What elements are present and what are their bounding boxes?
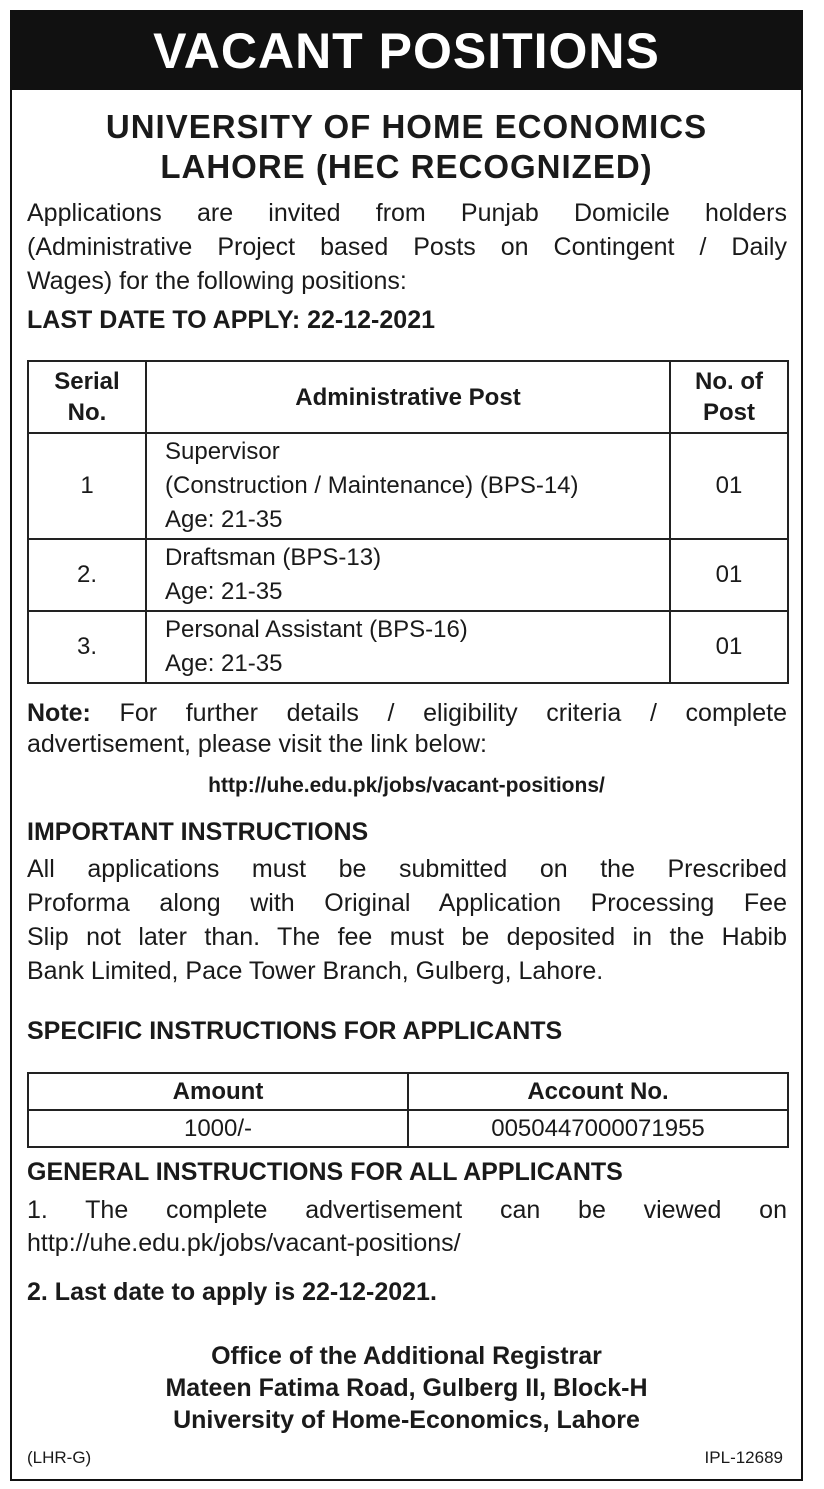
important-paragraph bbox=[27, 852, 787, 988]
general-line: 1. The complete advertisement can be viewed on bbox=[27, 1196, 787, 1224]
positions-table bbox=[27, 360, 789, 684]
specific-heading: SPECIFIC INSTRUCTIONS FOR APPLICANTS bbox=[27, 1017, 563, 1045]
banner-title: VACANT POSITIONS bbox=[12, 12, 801, 90]
serial-header: Serial No. bbox=[28, 361, 146, 433]
note-line: advertisement, please visit the link below: bbox=[27, 730, 487, 758]
general-link[interactable]: http://uhe.edu.pk/jobs/vacant-positions/ bbox=[27, 1229, 461, 1257]
footer-right-code: IPL-12689 bbox=[704, 1448, 783, 1467]
fee-header-row bbox=[28, 1073, 788, 1110]
note-paragraph bbox=[27, 698, 787, 760]
count-cell: 01 bbox=[670, 611, 788, 683]
table-row bbox=[28, 611, 788, 683]
post-cell: Supervisor (Construction / Maintenance) (BPS-14) Age: 21-35 bbox=[146, 433, 670, 539]
account-header: Account No. bbox=[408, 1073, 788, 1110]
office-address bbox=[12, 1340, 801, 1436]
account-cell: 0050447000071955 bbox=[408, 1110, 788, 1147]
footer-left-code: (LHR-G) bbox=[27, 1448, 92, 1467]
general-heading: GENERAL INSTRUCTIONS FOR ALL APPLICANTS bbox=[27, 1158, 623, 1186]
institution-subtitle: LAHORE (HEC RECOGNIZED) bbox=[160, 148, 653, 185]
note-line: Note: For further details / eligibility criteria / complete bbox=[27, 699, 787, 727]
general-item-2: 2. Last date to apply is 22-12-2021. bbox=[27, 1278, 437, 1306]
office-line: Office of the Additional Registrar bbox=[211, 1342, 602, 1370]
important-line: Slip not later than. The fee must be deposited in the Habib bbox=[27, 923, 787, 951]
table-row bbox=[28, 433, 788, 539]
post-header: Administrative Post bbox=[146, 361, 670, 433]
serial-cell: 2. bbox=[28, 539, 146, 611]
intro-paragraph bbox=[27, 196, 787, 298]
intro-line: Wages) for the following positions: bbox=[27, 267, 407, 295]
note-label: Note: bbox=[27, 699, 91, 727]
count-cell: 01 bbox=[670, 539, 788, 611]
table-header-row bbox=[28, 361, 788, 433]
post-cell: Personal Assistant (BPS-16) Age: 21-35 bbox=[146, 611, 670, 683]
office-line: Mateen Fatima Road, Gulberg II, Block-H bbox=[165, 1374, 648, 1402]
office-line: University of Home-Economics, Lahore bbox=[173, 1406, 640, 1434]
post-cell: Draftsman (BPS-13) Age: 21-35 bbox=[146, 539, 670, 611]
serial-cell: 1 bbox=[28, 433, 146, 539]
amount-header: Amount bbox=[28, 1073, 408, 1110]
intro-line: (Administrative Project based Posts on Contingent / Daily bbox=[27, 233, 787, 261]
last-date-heading: LAST DATE TO APPLY: 22-12-2021 bbox=[27, 306, 435, 334]
count-header: No. of Post bbox=[670, 361, 788, 433]
fee-row bbox=[28, 1110, 788, 1147]
important-line: All applications must be submitted on the Prescribed bbox=[27, 855, 787, 883]
general-item-1 bbox=[27, 1194, 787, 1260]
intro-line: Applications are invited from Punjab Domicile holders bbox=[27, 199, 787, 227]
count-cell: 01 bbox=[670, 433, 788, 539]
important-line: Proforma along with Original Application Processing Fee bbox=[27, 889, 787, 917]
important-heading: IMPORTANT INSTRUCTIONS bbox=[27, 818, 369, 846]
institution-name: UNIVERSITY OF HOME ECONOMICS bbox=[105, 108, 708, 145]
vacancy-link[interactable]: http://uhe.edu.pk/jobs/vacant-positions/ bbox=[208, 774, 605, 797]
advertisement-frame bbox=[10, 10, 803, 1481]
table-row bbox=[28, 539, 788, 611]
serial-cell: 3. bbox=[28, 611, 146, 683]
important-line: Bank Limited, Pace Tower Branch, Gulberg, Lahore. bbox=[27, 957, 604, 985]
fee-table bbox=[27, 1072, 789, 1148]
amount-cell: 1000/- bbox=[28, 1110, 408, 1147]
